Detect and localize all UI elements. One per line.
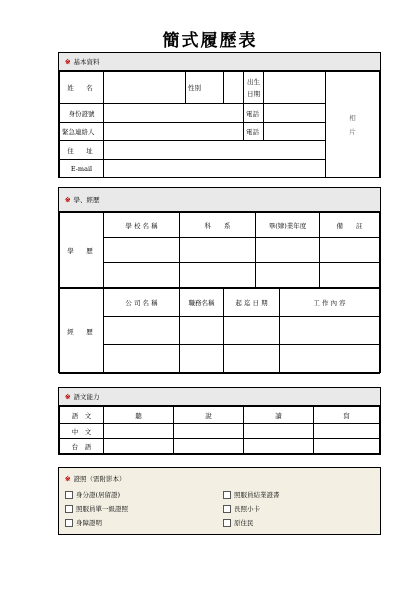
note-field[interactable]	[320, 238, 380, 263]
phone-field[interactable]	[264, 104, 326, 123]
birth-label	[244, 72, 264, 104]
checkbox[interactable]	[223, 505, 231, 513]
certificate-label: 原住民	[234, 519, 254, 527]
section-header	[59, 468, 380, 483]
content-field[interactable]	[280, 345, 380, 374]
language-section	[58, 387, 381, 455]
graduation-year-field[interactable]	[256, 238, 320, 263]
certificate-label: 長照小卡	[234, 505, 260, 513]
certificate-long-term-care-card[interactable]	[223, 504, 260, 513]
content-column-header: 工 作 內 容	[280, 289, 380, 317]
reading-field[interactable]	[244, 424, 314, 439]
note-field[interactable]	[320, 263, 380, 288]
company-field[interactable]	[104, 345, 180, 374]
listening-column-header: 聽	[104, 407, 174, 424]
graduation-year-column-header: 畢(肄)業年度	[256, 213, 320, 238]
photo-box[interactable]	[326, 72, 380, 178]
writing-field[interactable]	[314, 424, 380, 439]
section-title: 學、經歷	[73, 196, 100, 204]
period-field[interactable]	[224, 345, 280, 374]
reading-field[interactable]	[244, 439, 314, 454]
name-field[interactable]	[104, 72, 186, 104]
emergency-field[interactable]	[104, 123, 244, 141]
certificate-id-card[interactable]	[65, 490, 120, 499]
name-label: 姓 名	[60, 72, 104, 104]
checkbox[interactable]	[223, 491, 231, 499]
checkbox[interactable]	[223, 519, 231, 527]
address-field[interactable]	[104, 141, 326, 160]
section-title: 基本資料	[73, 58, 100, 66]
position-field[interactable]	[180, 345, 224, 374]
section-header	[59, 188, 380, 212]
email-label: E-mail	[60, 160, 104, 178]
birth-field[interactable]	[264, 72, 326, 104]
checkbox[interactable]	[65, 519, 73, 527]
department-field[interactable]	[180, 238, 256, 263]
gender-field[interactable]	[224, 72, 244, 104]
birth-label-line2: 日期	[247, 89, 260, 98]
section-title: 語文能力	[73, 393, 100, 401]
address-label: 住 址	[60, 141, 104, 160]
certificates-section	[58, 467, 381, 535]
company-column-header: 公 司 名 稱	[104, 289, 180, 317]
content-field[interactable]	[280, 317, 380, 345]
department-field[interactable]	[180, 263, 256, 288]
school-field[interactable]	[104, 263, 180, 288]
position-column-header: 職務名稱	[180, 289, 224, 317]
id-field[interactable]	[104, 104, 244, 123]
checkbox[interactable]	[65, 491, 73, 499]
emergency-phone-field[interactable]	[264, 123, 326, 141]
gender-label: 性別	[186, 72, 224, 104]
position-field[interactable]	[180, 317, 224, 345]
education-label: 學 歷	[60, 213, 104, 288]
basic-info-section	[58, 52, 381, 178]
id-label: 身份證號	[60, 104, 104, 123]
asterisk-icon: ※	[65, 475, 71, 483]
certificate-disability-proof[interactable]	[65, 518, 102, 527]
emergency-phone-label: 電話	[244, 123, 264, 141]
certificate-label: 身分證(居留證)	[76, 491, 121, 499]
note-column-header: 備 註	[320, 213, 380, 238]
section-header	[59, 388, 380, 406]
certificate-single-level-license[interactable]	[65, 504, 128, 513]
page-title: 簡式履歷表	[162, 31, 258, 51]
speaking-field[interactable]	[174, 424, 244, 439]
photo-label-1: 相	[349, 113, 356, 122]
education-section	[58, 187, 381, 373]
certificate-indigenous[interactable]	[223, 518, 254, 527]
writing-column-header: 寫	[314, 407, 380, 424]
graduation-year-field[interactable]	[256, 263, 320, 288]
asterisk-icon: ※	[65, 196, 71, 204]
speaking-field[interactable]	[174, 439, 244, 454]
certificate-label: 照服員結業證書	[234, 491, 280, 499]
language-row-label: 中 文	[60, 424, 104, 439]
photo-label-2: 片	[349, 127, 356, 136]
writing-field[interactable]	[314, 439, 380, 454]
listening-field[interactable]	[104, 424, 174, 439]
period-column-header: 起 迄 日 期	[224, 289, 280, 317]
certificate-label: 照服員單一級證照	[76, 505, 128, 513]
language-column-header: 語 文	[60, 407, 104, 424]
asterisk-icon: ※	[65, 393, 71, 401]
section-title: 證照（需附影本）	[73, 475, 126, 483]
department-column-header: 科 系	[180, 213, 256, 238]
period-field[interactable]	[224, 317, 280, 345]
speaking-column-header: 說	[174, 407, 244, 424]
reading-column-header: 讀	[244, 407, 314, 424]
section-header	[59, 53, 380, 71]
emergency-label: 緊急連絡人	[60, 123, 104, 141]
email-field[interactable]	[104, 160, 326, 178]
language-row-label: 台 語	[60, 439, 104, 454]
certificate-label: 身障證明	[76, 519, 102, 527]
birth-label-line1: 出生	[247, 77, 260, 86]
phone-label: 電話	[244, 104, 264, 123]
work-experience-label: 經 歷	[60, 289, 104, 374]
checkbox[interactable]	[65, 505, 73, 513]
listening-field[interactable]	[104, 439, 174, 454]
school-field[interactable]	[104, 238, 180, 263]
company-field[interactable]	[104, 317, 180, 345]
asterisk-icon: ※	[65, 58, 71, 66]
certificate-training-completion[interactable]	[223, 490, 280, 499]
school-column-header: 學 校 名 稱	[104, 213, 180, 238]
